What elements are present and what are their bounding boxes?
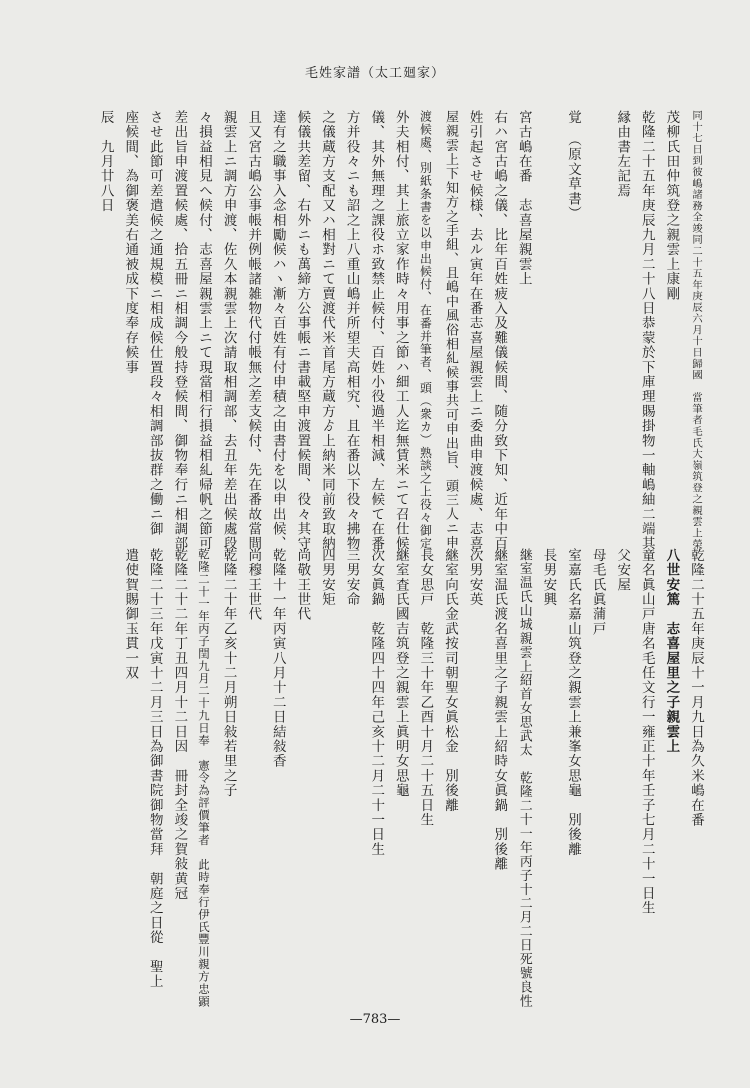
top-block-column: 尚穆王世代 <box>245 548 262 622</box>
top-block-column: 乾隆二十二年丁丑四月十二日因 冊封全竣之賀敍黄冠 <box>171 548 188 901</box>
bottom-block-column: 々損益相見へ候付、志喜屋親雲上ニて現當相行損益相糺帰帆之節可 <box>196 110 212 551</box>
bottom-block-column: 座候間、為御褒美右通被成下度奉存候事 <box>122 110 139 375</box>
top-block-column: 父安屋 <box>614 548 631 593</box>
page-number: —783— <box>349 1012 401 1027</box>
bottom-block-column: 姓引起させ候様、去ル寅年在番志喜屋親雲上ニ委曲申渡候處、志喜 <box>466 110 483 551</box>
bottom-block-column: 儀、其外無理之課役ホ致禁止候付、百姓小役過半相減、左候て在番 <box>368 110 385 551</box>
bottom-block-column: 宮古嶋在番 志喜屋親雲上 <box>515 110 532 287</box>
bottom-block-column: 辰 九月廿八日 <box>97 110 114 213</box>
bottom-block-column: 外夫相付、其上旅立家作時々用事之節ハ細工人迄無賃米ニて召仕候 <box>392 110 409 551</box>
bottom-block-column: 且又宮古嶋公事帳并例帳諸雑物代付帳無之差支候付、先在番故當間 <box>245 110 262 551</box>
top-block-column: 尚敬王世代 <box>294 548 311 622</box>
bottom-block-column: 差出旨申渡置候處、拾五冊ニ相調今般持登候間、御物奉行ニ相調部 <box>171 110 188 551</box>
top-block-column: 長女思戸 乾隆三十年乙酉十月二十五日生 <box>417 548 434 828</box>
top-block-column: 次男安英 <box>466 548 483 607</box>
bottom-block-column: 乾隆二十五年庚辰九月二十八日恭蒙於下庫理賜掛物一軸嶋紬二端其 <box>638 110 655 551</box>
top-block-column: 母毛氏眞蒲戸 <box>589 548 606 637</box>
bottom-block-column: 親雲上ニ調方申渡、佐久本親雲上次請取相調部、去丑年差出候處段 <box>220 110 237 551</box>
top-block-column: 八世安篤 志喜屋里之子親雲上 <box>663 548 680 754</box>
top-block-column: 遣使賀賜御玉貫一双 <box>122 548 139 681</box>
top-block-column: 継室温氏渡名喜里之子親雲上紹時女眞鍋 別後離 <box>491 548 508 872</box>
top-block-column: 乾隆二十年乙亥十二月朔日敍若里之子 <box>220 548 237 798</box>
bottom-block-column: 方并役々ニも詔之上八重山嶋并所望夫高相究、且在番以下役々拂物 <box>343 110 360 551</box>
bottom-block-column: 候儀共差留、右外ニも萬締方公事帳ニ書載堅申渡置候間、役々其守 <box>294 110 311 551</box>
top-block-column: 乾隆二十三年戊寅十二月三日為御書院御物當拜 朝庭之日從 聖上 <box>146 548 163 989</box>
top-block-column: 四男安矩 <box>319 548 335 607</box>
bottom-block-column: 縁由書左記焉 <box>614 110 631 199</box>
top-block-column: 継室温氏山城親雲上紹首女思武太 乾隆二十一年丙子十二月二日死號良性 <box>516 548 532 1008</box>
bottom-block-column: 屋親雲上下知方之手組、且嶋中風俗相糺候事共可申出旨、頭三人ニ申 <box>443 110 458 550</box>
bottom-block-column: 茂柳氏田仲筑登之親雲上康剛 <box>663 110 680 302</box>
top-block-column: 三男安命 <box>343 548 360 607</box>
top-block-column: 童名眞山戸唐名毛任文行一雍正十年壬子七月二十一日生 <box>638 548 655 916</box>
top-block-column: 長男安興 <box>540 548 557 607</box>
bottom-block-column: させ此節可差遣候之通規模ニ相成候仕置段々相調部抜群之働ニ御 <box>146 110 163 537</box>
bottom-block-column: 達有之職事入念相勵候ハヽ漸々百姓有付申積之由書付を以申出候、 <box>269 110 286 551</box>
top-block-column: 乾隆二十五年庚辰十一月九日為久米嶋在番 <box>688 548 704 828</box>
running-header: 毛姓家譜（太工廻家） <box>304 66 445 81</box>
top-block-column: 乾隆二十一年丙子閏九月二十九日奉 憲令為評價筆者 此時奉行伊氏豐川親方忠顕 <box>197 548 211 1008</box>
top-block-column: 継室向氏金武按司朝聖女眞松金 別後離 <box>442 548 458 813</box>
bottom-block-column: 之儀蔵方支配又ハ相對ニて賣渡代米首尾方蔵方ゟ上納米同前致取納 <box>319 110 335 551</box>
bottom-block-column: 同十七日到彼嶋諸務全竣同二十五年庚辰六月十日歸國 當筆者毛氏大嶺筑登之親雲上榮 <box>690 110 702 550</box>
top-block-column: 継室査氏國吉筑登之親雲上眞明女思龜 <box>392 548 409 798</box>
top-block-column: 次女眞鍋 乾隆四十四年己亥十二月二十一日生 <box>368 548 385 857</box>
bottom-block-column: 覚 （原文草書） <box>565 110 581 221</box>
top-block-column: 乾隆十一年丙寅八月十二日結敍香 <box>269 548 286 769</box>
bottom-block-column: 右ハ宮古嶋之儀、比年百姓疲入及難儀候間、随分致下知、近年中百 <box>491 110 508 551</box>
bottom-block-column: 渡候處、別紙条書を以申出候付、在番并筆者、頭（衆カ）熟談之上役々御定 <box>418 110 433 550</box>
top-block-column: 室嘉氏名嘉山筑登之親雲上兼峯女思龜 別後離 <box>565 548 581 857</box>
